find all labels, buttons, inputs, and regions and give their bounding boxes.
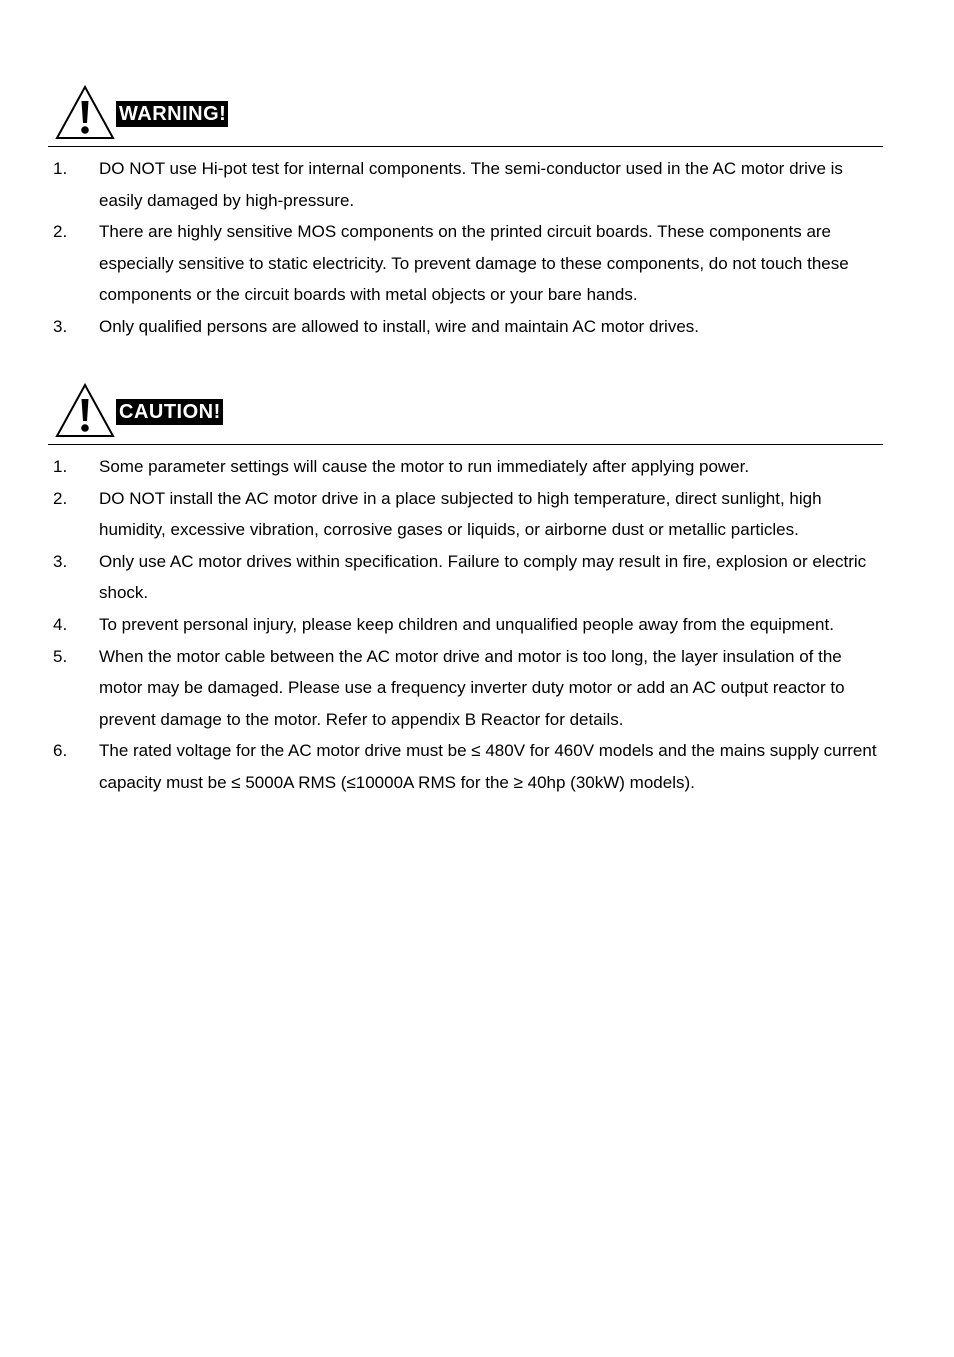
caution-label: CAUTION! [116, 399, 223, 425]
list-item [48, 609, 883, 641]
list-item-text: DO NOT install the AC motor drive in a place subjected to high temperature, direct sunlight, high humidity, excessive vibration, corrosive gases or liquids, or airborne dust or metallic particles. [99, 488, 822, 540]
list-item-text: Only use AC motor drives within specification. Failure to comply may result in fire, explosion or electric shock. [99, 551, 867, 603]
list-item-number: 1. [53, 159, 68, 178]
list-item [48, 546, 883, 609]
list-item-number: 4. [53, 614, 68, 634]
list-item [48, 153, 883, 216]
exclamation-triangle-icon [54, 84, 116, 140]
list-item-text: Only qualified persons are allowed to install, wire and maintain AC motor drives. [99, 316, 700, 336]
list-item-number: 2. [53, 488, 68, 508]
list-item-number: 3. [53, 551, 68, 571]
warning-label: WARNING! [116, 101, 228, 127]
list-item-number: 6. [53, 741, 68, 761]
list-item-text: There are highly sensitive MOS components on the printed circuit boards. These components are especially sensitive to static electricity. To prevent damage to these components, do not touch these components or the circuit boards with metal objects or your bare hands. [99, 222, 849, 305]
caution-header [48, 382, 883, 445]
list-item-text: DO NOT use Hi-pot test for internal components. The semi-conductor used in the AC motor drive is easily damaged by high-pressure. [99, 159, 843, 210]
list-item [48, 451, 883, 483]
list-item [48, 641, 883, 736]
warning-section [48, 84, 883, 343]
list-item-text: To prevent personal injury, please keep children and unqualified people away from the equipment. [99, 614, 834, 634]
caution-list [48, 451, 883, 799]
list-item-text: Some parameter settings will cause the motor to run immediately after applying power. [99, 457, 750, 476]
warning-header [48, 84, 883, 147]
list-item-number: 3. [53, 316, 68, 336]
list-item [48, 216, 883, 311]
warning-list [48, 153, 883, 343]
exclamation-triangle-icon [54, 382, 116, 438]
list-item [48, 483, 883, 546]
list-item-number: 2. [53, 222, 68, 242]
list-item-number: 1. [53, 457, 68, 476]
list-item-text: The rated voltage for the AC motor drive must be ≤ 480V for 460V models and the mains supply current capacity must be ≤ 5000A RMS (≤10000A RMS for the ≥ 40hp (30kW) models). [99, 741, 877, 792]
caution-section [48, 382, 883, 799]
list-item-text: When the motor cable between the AC motor drive and motor is too long, the layer insulation of the motor may be damaged. Please use a frequency inverter duty motor or add an AC output reactor to prevent damage to the motor. Refer to appendix B Reactor for details. [99, 646, 845, 729]
list-item-number: 5. [53, 646, 68, 666]
list-item [48, 735, 883, 798]
list-item [48, 311, 883, 343]
